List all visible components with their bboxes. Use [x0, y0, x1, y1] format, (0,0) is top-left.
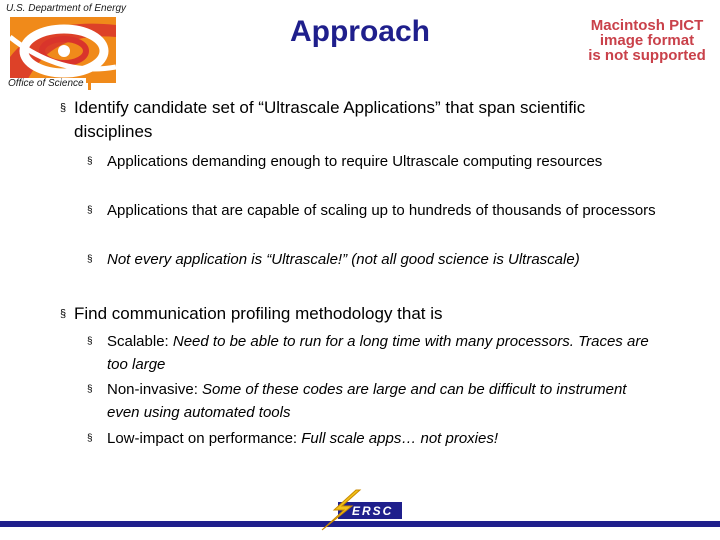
- term-description: Full scale apps… not proxies!: [301, 430, 499, 447]
- sub-bullet-text: Applications that are capable of scaling up to hundreds of thousands of processors: [107, 202, 656, 219]
- bullet-icon: §: [87, 205, 93, 216]
- term-label: Non-invasive:: [107, 381, 203, 398]
- bullet-icon: §: [87, 254, 93, 265]
- nersc-logo: [300, 488, 410, 532]
- term-description: Some of these codes are large and can be difficult to instrument even using automated tools: [107, 381, 627, 421]
- term-label: Low-impact on performance:: [107, 430, 302, 447]
- bullet-text: Find communication profiling methodology that is: [74, 304, 443, 323]
- placeholder-line: is not supported: [588, 47, 706, 64]
- sub-bullet-text: Not every application is “Ultrascale!” (not all good science is Ultrascale): [107, 251, 580, 268]
- placeholder-line: Macintosh PICT: [590, 17, 704, 34]
- term-description: Need to be able to run for a long time with many processors. Traces are too large: [107, 333, 649, 373]
- sub-bullet-text: [107, 330, 657, 376]
- sub-bullet-text: [107, 378, 657, 424]
- office-label: Office of Science: [8, 78, 84, 89]
- sub-bullet-text: Applications demanding enough to require Ultrascale computing resources: [107, 153, 603, 170]
- nersc-logo-text: ERSC: [352, 504, 394, 518]
- slide-title: Approach: [289, 15, 430, 48]
- bullet-icon: §: [87, 156, 93, 167]
- bullet-icon: §: [87, 433, 93, 444]
- placeholder-line: image format: [599, 32, 695, 49]
- header-accent: [88, 80, 91, 90]
- bullet-icon: §: [87, 336, 93, 347]
- bullet-icon: §: [87, 384, 93, 395]
- sub-bullet-text: [107, 427, 657, 450]
- bullet-text: Identify candidate set of “Ultrascale Applications” that span scientific disciplines: [74, 98, 586, 141]
- term-label: Scalable:: [107, 333, 173, 350]
- doe-label: U.S. Department of Energy: [6, 3, 127, 14]
- doe-logo-icon: [10, 17, 116, 83]
- image-placeholder: [584, 18, 710, 70]
- bullet-icon: §: [60, 308, 67, 320]
- bullet-icon: §: [60, 102, 67, 114]
